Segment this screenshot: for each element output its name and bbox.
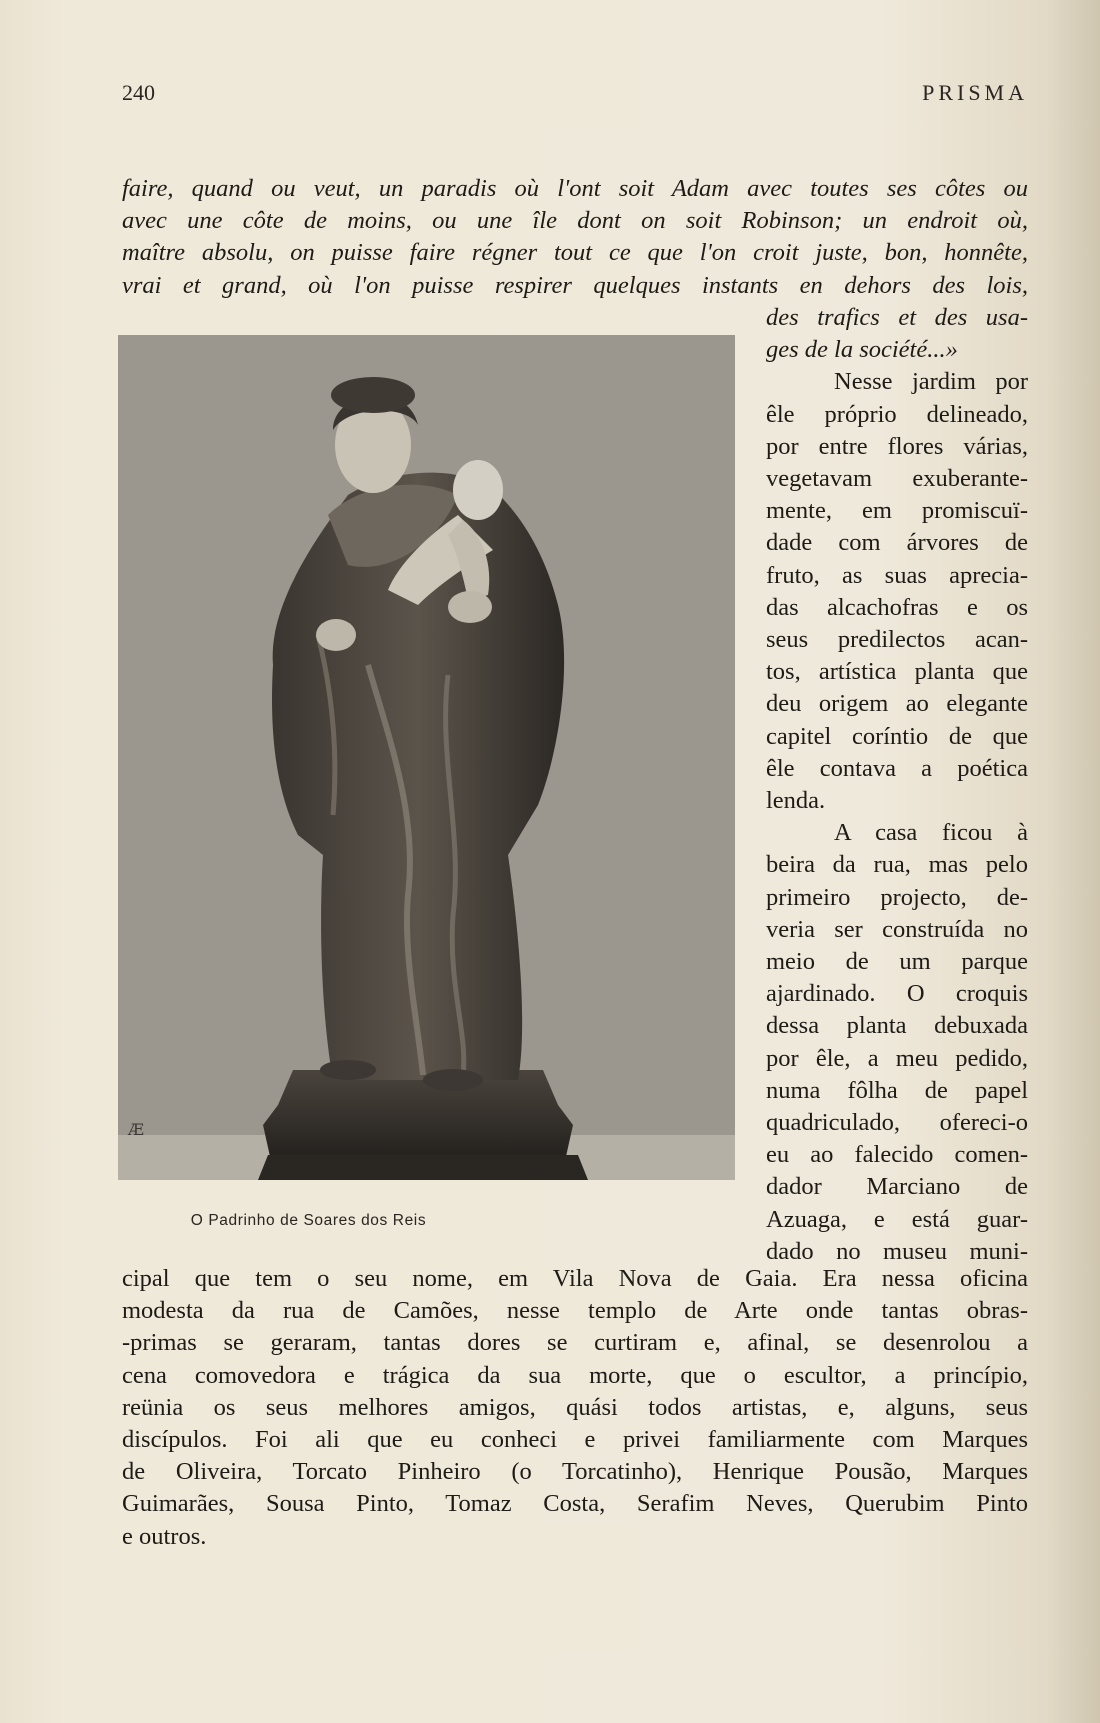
body-line: cipal que tem o seu nome, em Vila Nova de Gaia. Era nessa oficina xyxy=(122,1265,1028,1292)
column-line: quadriculado, ofereci-o xyxy=(766,1109,1028,1137)
column-line: dado no museu muni- xyxy=(766,1237,1028,1265)
column-line: capitel coríntio de que xyxy=(766,722,1028,750)
column-line: dade com árvores de xyxy=(766,529,1028,557)
column-line: dessa planta debuxada xyxy=(766,1012,1028,1040)
body-line: cena comovedora e trágica da sua morte, que o escultor, a princípio, xyxy=(122,1361,1028,1389)
quote-line: vrai et grand, où l'on puisse respirer quelques instants en dehors des lois, xyxy=(122,271,1028,299)
column-line: seus predilectos acan- xyxy=(766,626,1028,654)
body-line: reünia os seus melhores amigos, quási todos artistas, e, alguns, seus xyxy=(122,1393,1028,1421)
body-line: de Oliveira, Torcato Pinheiro (o Torcatinho), Henrique Pousão, Marques xyxy=(122,1458,1028,1486)
column-line: êle próprio delineado, xyxy=(766,400,1028,428)
right-column-text xyxy=(766,302,1028,1268)
publication-title: PRISMA xyxy=(922,80,1028,105)
column-line: tos, artística planta que xyxy=(766,658,1028,686)
column-line: por entre flores várias, xyxy=(766,432,1028,460)
column-line: das alcachofras e os xyxy=(766,593,1028,621)
french-quotation xyxy=(122,173,1028,302)
column-line: numa fôlha de papel xyxy=(766,1076,1028,1104)
column-line: fruto, as suas aprecia- xyxy=(766,561,1028,589)
statue-photograph xyxy=(118,335,735,1180)
body-line: e outros. xyxy=(122,1522,207,1550)
body-line: discípulos. Foi ali que eu conheci e privei familiarmente com Marques xyxy=(122,1426,1028,1454)
column-line: ges de la société...» xyxy=(766,336,958,364)
body-line: Guimarães, Sousa Pinto, Tomaz Costa, Serafim Neves, Querubim Pinto xyxy=(122,1490,1028,1518)
column-line: ajardinado. O croquis xyxy=(766,980,1028,1008)
column-line: veria ser construída no xyxy=(766,915,1028,943)
column-line: dador Marciano de xyxy=(766,1173,1028,1201)
column-line: por êle, a meu pedido, xyxy=(766,1044,1028,1072)
column-line: A casa ficou à xyxy=(834,819,1028,847)
column-line: lenda. xyxy=(766,787,826,815)
column-line: deu origem ao elegante xyxy=(766,690,1028,718)
column-line: primeiro projecto, de- xyxy=(766,883,1028,911)
column-line: eu ao falecido comen- xyxy=(766,1141,1028,1169)
quote-line: faire, quand ou veut, un paradis où l'ont soit Adam avec toutes ses côtes ou xyxy=(122,175,1028,202)
column-line: vegetavam exuberante- xyxy=(766,465,1028,493)
column-line: Nesse jardim por xyxy=(834,368,1028,396)
body-line: modesta da rua de Camões, nesse templo de Arte onde tantas obras- xyxy=(122,1297,1028,1325)
column-line: meio de um parque xyxy=(766,948,1028,976)
body-line: -primas se geraram, tantas dores se curtiram e, afinal, se desenrolou a xyxy=(122,1329,1028,1357)
column-line: des trafics et des usa- xyxy=(766,304,1028,331)
page-number: 240 xyxy=(122,80,155,105)
figure-caption: O Padrinho de Soares dos Reis xyxy=(190,1212,427,1229)
quote-line: avec une côte de moins, ou une île dont on soit Robinson; un endroit où, xyxy=(122,207,1028,235)
svg-text:Æ: Æ xyxy=(128,1120,145,1139)
quote-line: maître absolu, on puisse faire régner tout ce que l'on croit juste, bon, honnête, xyxy=(122,239,1028,267)
running-header xyxy=(122,80,1028,106)
body-paragraph xyxy=(122,1263,1028,1553)
column-line: beira da rua, mas pelo xyxy=(766,851,1028,879)
column-line: Azuaga, e está guar- xyxy=(766,1205,1028,1233)
column-line: êle contava a poética xyxy=(766,754,1028,782)
column-line: mente, em promiscuï- xyxy=(766,497,1028,525)
statue-illustration xyxy=(118,335,735,1180)
figure-statue xyxy=(118,335,735,1179)
